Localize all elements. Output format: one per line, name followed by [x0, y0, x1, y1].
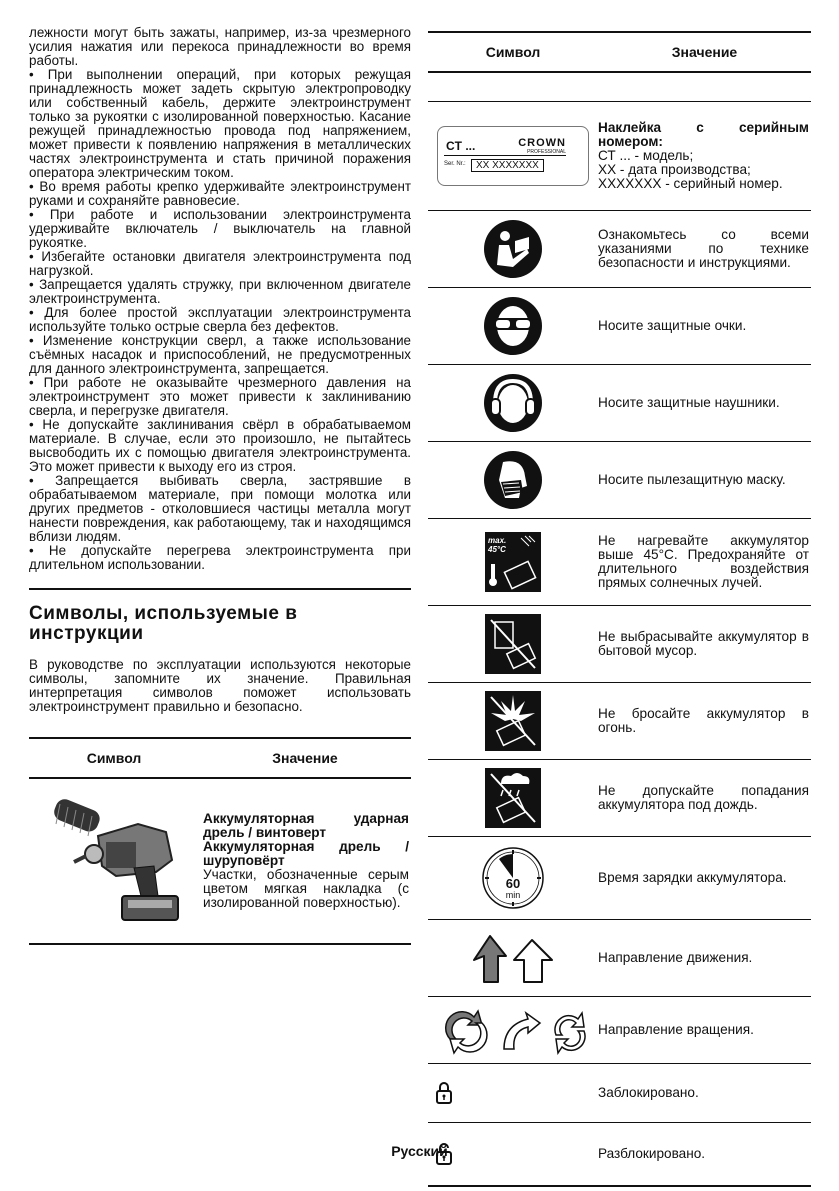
- table-row: [428, 519, 811, 606]
- row-meaning: Ознакомьтесь со всеми указаниями по технике безопасности и инструкциями.: [598, 227, 809, 270]
- direction-arrows-icon: [428, 930, 598, 986]
- row-meaning: Не бросайте аккумулятор в огонь.: [598, 706, 809, 735]
- table-header: [428, 31, 811, 73]
- table-row: [428, 211, 811, 288]
- paragraph: • При выполнении операций, при которых режущая принадлежность может задеть скрытую электропроводку или собственный кабель, держите электроинструмент только за рукоятки с изолированной поверхностью. Касание режущей принадлежностью провода под напряжением, может привести к появлению напряжения в металлических частях электроинструмента и стать причиной поражения оператора электрическим током.: [29, 67, 411, 180]
- header-meaning: Значение: [671, 44, 738, 60]
- serial-line: ХХХХХХХ - серийный номер.: [598, 176, 783, 191]
- drill-text: Участки, обозначенные серым цветом мягкая накладка (с изолированной поверхностью).: [203, 867, 409, 910]
- table-row: [428, 606, 811, 683]
- safety-glasses-icon: [428, 296, 598, 356]
- table-row: [428, 442, 811, 519]
- read-manual-icon: [428, 219, 598, 279]
- row-meaning: Не выбрасывайте аккумулятор в бытовой мусор.: [598, 629, 809, 658]
- row-meaning: Разблокировано.: [598, 1146, 706, 1161]
- row-meaning: Направление движения.: [598, 950, 753, 965]
- header-symbol: Символ: [485, 44, 541, 60]
- serial-line: СТ ... - модель;: [598, 148, 694, 163]
- table-row: [428, 683, 811, 760]
- plate-sub: PROFESSIONAL: [527, 149, 566, 155]
- plate-ser-label: Ser. Nr.:: [444, 161, 466, 167]
- header-meaning: Значение: [272, 750, 338, 766]
- table-header: [29, 737, 411, 779]
- paragraph: • Изменение конструкции сверл, а также использование съёмных насадок и приспособлений, не предусмотренных для данного электроинструмента, запрещается.: [29, 333, 411, 376]
- serial-title: Наклейка с серийным номером:: [598, 120, 809, 149]
- page-footer-language: Русский: [391, 1143, 448, 1159]
- table-row: [428, 101, 811, 211]
- row-meaning: Направление вращения.: [598, 1022, 754, 1037]
- heat-label-temp: 45°C: [488, 545, 506, 554]
- paragraph: • Во время работы крепко удерживайте электроинструмент руками и сохраняйте равновесие.: [29, 179, 411, 208]
- left-column: [29, 26, 411, 945]
- paragraph: • При работе и использовании электроинструмента удерживайте включатель / выключатель на главной рукоятке.: [29, 207, 411, 250]
- dust-mask-icon: [428, 450, 598, 510]
- no-rain-icon: [428, 768, 598, 828]
- serial-meaning: [598, 121, 811, 191]
- plate-ser-value: XX XXXXXXX: [471, 159, 544, 172]
- table-row: [428, 837, 811, 920]
- section-title: Символы, используемые в инструкции: [29, 603, 298, 644]
- paragraph: • Избегайте остановки двигателя электроинструмента под нагрузкой.: [29, 249, 411, 278]
- lock-closed-icon: [428, 1081, 598, 1105]
- ear-protection-icon: [428, 373, 598, 433]
- timer-icon: [428, 846, 598, 910]
- table-row: [428, 365, 811, 442]
- row-meaning: Не нагревайте аккумулятор выше 45°С. Предохраняйте от длительного воздействия прямых солнечных лучей.: [598, 533, 809, 590]
- header-symbol: Символ: [86, 750, 142, 766]
- right-column: [428, 31, 811, 1187]
- section-divider: [29, 588, 411, 590]
- no-trash-icon: [428, 614, 598, 674]
- drill-meaning: [203, 812, 411, 910]
- row-meaning: Носите пылезащитную маску.: [598, 472, 786, 487]
- table-row: [428, 1064, 811, 1123]
- row-meaning: Не допускайте попадания аккумулятора под дождь.: [598, 783, 809, 812]
- row-meaning: Носите защитные наушники.: [598, 395, 780, 410]
- paragraph: • При работе не оказывайте чрезмерного давления на электроинструмент это может привести к заклиниванию сверла, и перегрузке двигателя.: [29, 375, 411, 418]
- serial-plate: [428, 126, 598, 186]
- row-meaning: Носите защитные очки.: [598, 318, 747, 333]
- drill-title-1: Аккумуляторная ударная дрель / винтоверт: [203, 811, 409, 840]
- timer-value: 60: [505, 876, 521, 891]
- paragraph: • Не допускайте заклинивания свёрл в обрабатываемом материале. В случае, если это произошло, не пытайтесь высвободить их с помощью двигателя электроинструмента. Это может привести к выходу его из строя.: [29, 417, 411, 474]
- paragraph: • Не допускайте перегрева электроинструмента при длительном использовании.: [29, 543, 411, 572]
- heat-label-max: max.: [488, 536, 507, 545]
- plate-brand: CROWN: [518, 137, 566, 149]
- plate-model: CT ...: [446, 139, 476, 153]
- temperature-icon: [428, 532, 598, 592]
- table-row: [29, 779, 411, 945]
- no-fire-icon: [428, 691, 598, 751]
- drill-title-2: Аккумуляторная дрель / шуруповёрт: [203, 839, 409, 868]
- paragraph: лежности могут быть зажаты, например, из-за чрезмерного усилия нажатия или перекоса принадлежности во время работы.: [29, 25, 411, 68]
- serial-line: ХХ - дата производства;: [598, 162, 751, 177]
- rotation-arrows-icon: [428, 1005, 598, 1055]
- timer-unit: min: [505, 890, 521, 900]
- paragraph: • Запрещается выбивать сверла, застрявшие в обрабатываемом материале, при помощи молотка или других предметов - отколовшиеся частицы металла могут нанести повреждения, как работающему, так и находящимся вблизи людям.: [29, 473, 411, 544]
- table-row: [428, 920, 811, 997]
- section-intro: В руководстве по эксплуатации используются некоторые символы, запомните их значение. Правильная интерпретация символов поможет использовать электроинструмент правильно и безопасно.: [29, 657, 411, 714]
- table-row: [428, 997, 811, 1064]
- row-meaning: Заблокировано.: [598, 1085, 699, 1100]
- paragraph: • Запрещается удалять стружку, при включенном двигателе электроинструмента.: [29, 277, 411, 306]
- table-row: [428, 288, 811, 365]
- drill-icon: [29, 796, 203, 926]
- table-row: [428, 760, 811, 837]
- row-meaning: Время зарядки аккумулятора.: [598, 870, 787, 885]
- paragraph: • Для более простой эксплуатации электроинструмента используйте только острые сверла без дефектов.: [29, 305, 411, 334]
